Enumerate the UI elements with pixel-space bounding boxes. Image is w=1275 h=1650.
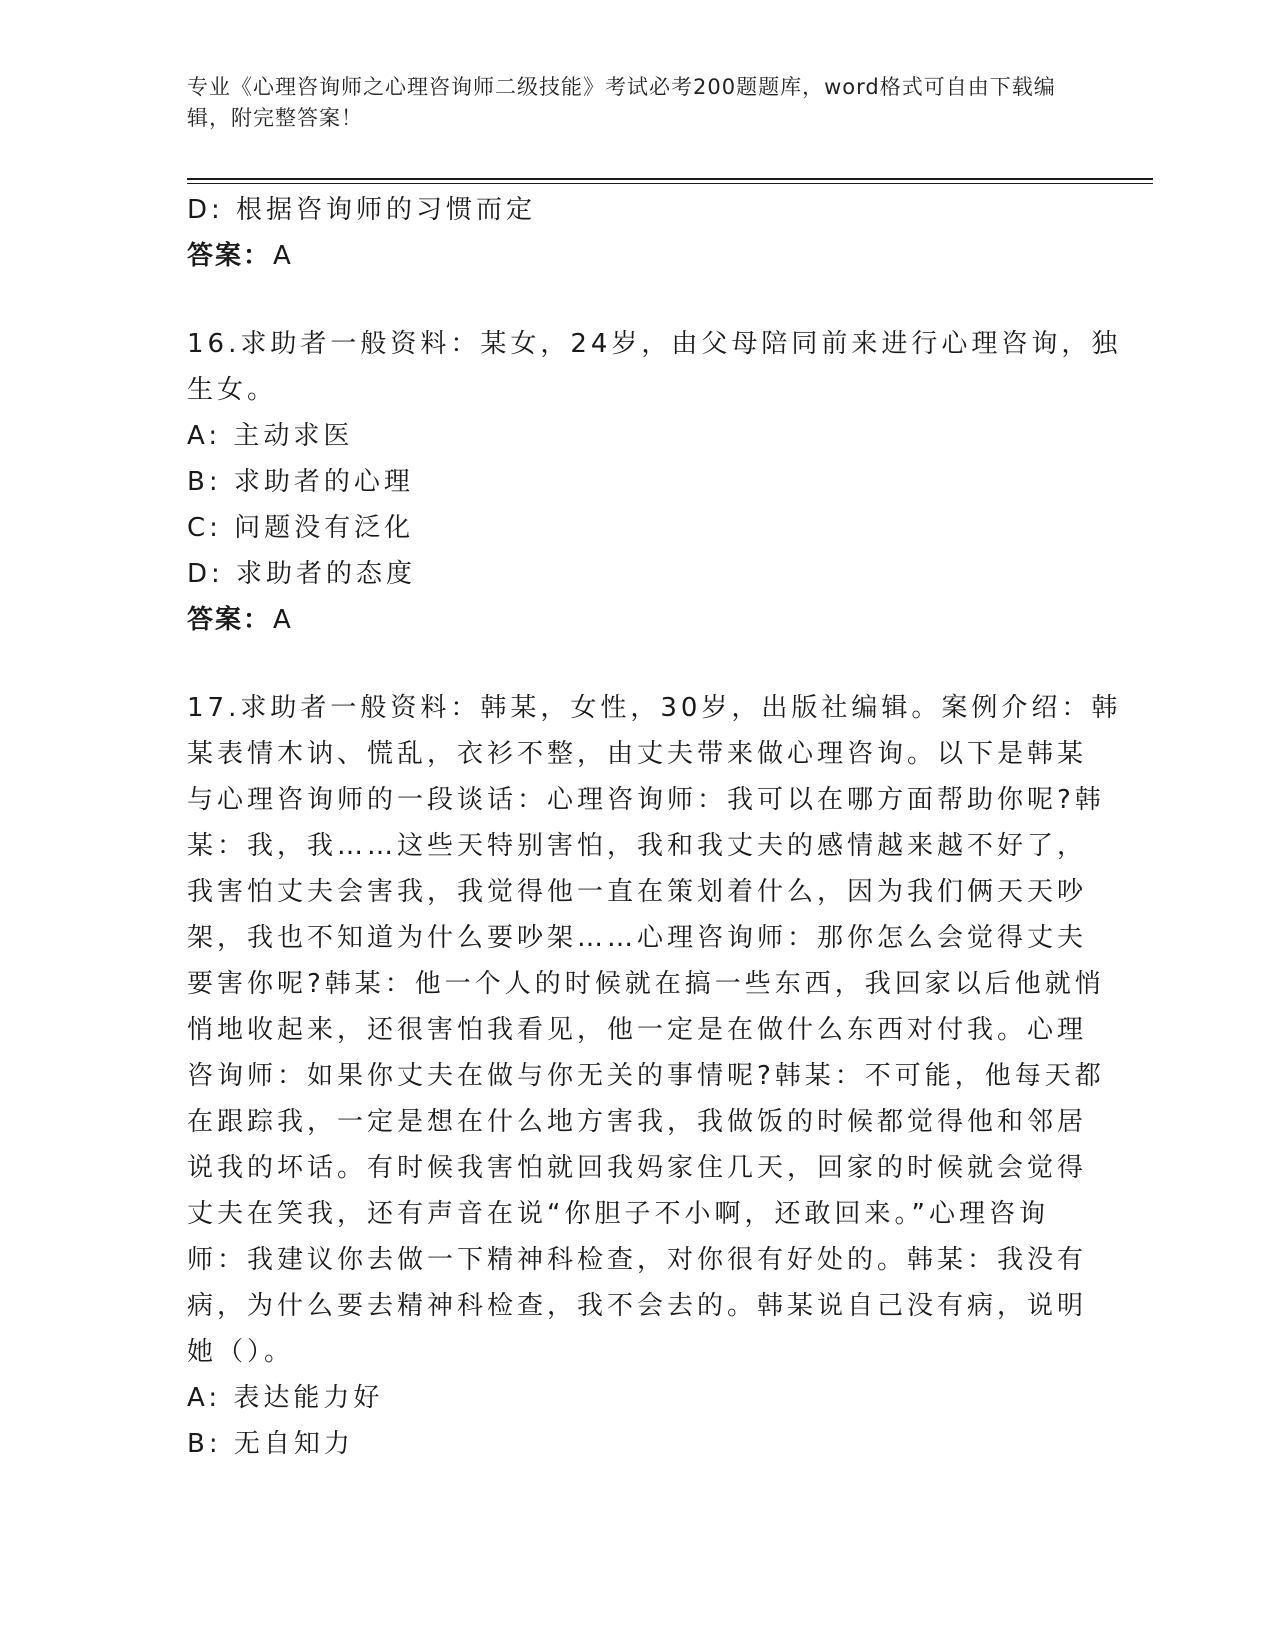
prev-answer (187, 233, 1087, 279)
q17-stem-line: 某：我，我……这些天特别害怕，我和我丈夫的感情越来越不好了， (187, 831, 1088, 861)
q17-stem-line: 我害怕丈夫会害我，我觉得他一直在策划着什么，因为我们俩天天吵 (187, 877, 1088, 907)
q17-stem-line: 病，为什么要去精神科检查，我不会去的。韩某说自己没有病，说明 (187, 1291, 1088, 1321)
question-spacer (187, 279, 1087, 321)
q17-option-a: A: 表达能力好 (187, 1383, 384, 1413)
q17-option-b: B: 无自知力 (187, 1429, 354, 1459)
question-content (187, 187, 1122, 1467)
q16-option-b: B: 求助者的心理 (187, 467, 414, 497)
q16-option-d: D: 求助者的态度 (187, 559, 417, 589)
answer-label: 答案： (187, 241, 272, 271)
q17-stem-line: 某表情木讷、慌乱，衣衫不整，由丈夫带来做心理咨询。以下是韩某 (187, 739, 1088, 769)
answer-value: A (273, 241, 293, 271)
q17-stem-line: 说我的坏话。有时候我害怕就回我妈家住几天，回家的时候就会觉得 (187, 1153, 1088, 1183)
q16-stem-line-1: 16.求助者一般资料：某女，24岁，由父母陪同前来进行心理咨询，独 (187, 329, 1122, 359)
prev-option-d: D: 根据咨询师的习惯而定 (187, 195, 537, 225)
answer-label: 答案： (187, 605, 272, 635)
q17-stem-line: 在跟踪我，一定是想在什么地方害我，我做饭的时候都觉得他和邻居 (187, 1107, 1088, 1137)
q17-stem-line: 架，我也不知道为什么要吵架……心理咨询师：那你怎么会觉得丈夫 (187, 923, 1088, 953)
q17-stem-line: 师：我建议你去做一下精神科检查，对你很有好处的。韩某：我没有 (187, 1245, 1088, 1275)
q17-stem-line: 要害你呢?韩某：他一个人的时候就在搞一些东西，我回家以后他就悄 (187, 969, 1105, 999)
q16-stem-line-2: 生女。 (187, 375, 278, 405)
q16-answer (187, 597, 1087, 643)
header-divider-thick (187, 178, 1153, 180)
question-spacer (187, 643, 1087, 685)
document-header: 专业《心理咨询师之心理咨询师二级技能》考试必考200题题库，word格式可自由下载编辑，附完整答案！ (187, 75, 1056, 130)
q17-stem-line: 悄地收起来，还很害怕我看见，他一定是在做什么东西对付我。心理 (187, 1015, 1088, 1045)
q16-option-a: A: 主动求医 (187, 421, 354, 451)
q17-stem-line: 与心理咨询师的一段谈话：心理咨询师：我可以在哪方面帮助你呢?韩 (187, 785, 1105, 815)
q17-stem-line: 咨询师：如果你丈夫在做与你无关的事情呢?韩某：不可能，他每天都 (187, 1061, 1105, 1091)
q17-stem-line: 丈夫在笑我，还有声音在说“你胆子不小啊，还敢回来。”心理咨询 (187, 1199, 1049, 1229)
answer-value: A (273, 605, 293, 635)
header-divider-thin (187, 183, 1153, 184)
q17-stem-line: 17.求助者一般资料：韩某，女性，30岁，出版社编辑。案例介绍：韩 (187, 693, 1122, 723)
q17-stem-line: 她（）。 (187, 1337, 295, 1367)
q16-option-c: C: 问题没有泛化 (187, 513, 415, 543)
